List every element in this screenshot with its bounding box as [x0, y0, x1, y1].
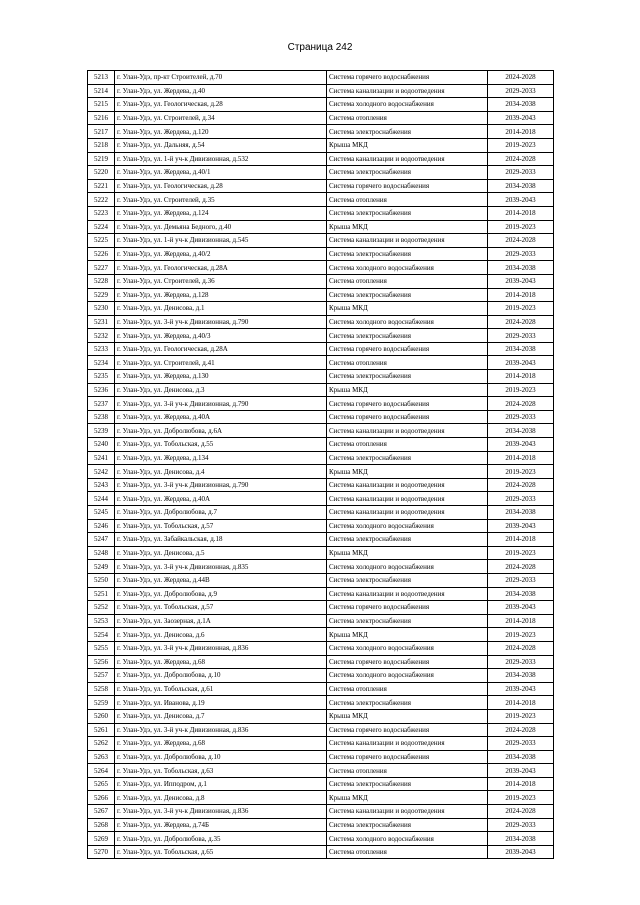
row-period: 2014-2018 [488, 206, 554, 220]
table-row [88, 193, 554, 207]
row-period: 2029-2033 [488, 329, 554, 343]
row-address: г. Улан-Удэ, ул. Тобольская, д.61 [115, 682, 327, 696]
row-period: 2034-2038 [488, 98, 554, 112]
row-system: Система электроснабжения [327, 451, 488, 465]
table-row [88, 601, 554, 615]
row-period: 2014-2018 [488, 533, 554, 547]
row-number: 5260 [88, 709, 115, 723]
row-period: 2034-2038 [488, 506, 554, 520]
row-address: г. Улан-Удэ, ул. Геологическая, д.28 [115, 98, 327, 112]
row-period: 2014-2018 [488, 614, 554, 628]
table-row [88, 709, 554, 723]
row-period: 2039-2043 [488, 438, 554, 452]
row-address: г. Улан-Удэ, ул. Жердева, д.68 [115, 737, 327, 751]
row-period: 2014-2018 [488, 370, 554, 384]
row-system: Система горячего водоснабжения [327, 410, 488, 424]
row-number: 5257 [88, 669, 115, 683]
row-period: 2014-2018 [488, 451, 554, 465]
row-number: 5256 [88, 655, 115, 669]
row-number: 5220 [88, 166, 115, 180]
row-system: Система электроснабжения [327, 288, 488, 302]
table-row [88, 805, 554, 819]
row-system: Система горячего водоснабжения [327, 342, 488, 356]
table-row [88, 84, 554, 98]
row-number: 5237 [88, 397, 115, 411]
table-row [88, 451, 554, 465]
row-number: 5219 [88, 152, 115, 166]
row-system: Система отопления [327, 845, 488, 859]
table-row [88, 546, 554, 560]
row-system: Система канализации и водоотведения [327, 805, 488, 819]
row-address: г. Улан-Удэ, ул. 3-й уч-к Дивизионная, д.836 [115, 723, 327, 737]
row-system: Система электроснабжения [327, 573, 488, 587]
row-address: г. Улан-Удэ, ул. Тобольская, д.63 [115, 764, 327, 778]
row-address: г. Улан-Удэ, ул. Жердева, д.44В [115, 573, 327, 587]
table-row [88, 288, 554, 302]
row-system: Система холодного водоснабжения [327, 315, 488, 329]
row-address: г. Улан-Удэ, ул. Денисова, д.8 [115, 791, 327, 805]
row-address: г. Улан-Удэ, ул. Добролюбова, д.10 [115, 669, 327, 683]
table-row [88, 832, 554, 846]
row-number: 5258 [88, 682, 115, 696]
row-period: 2014-2018 [488, 696, 554, 710]
row-system: Крыша МКД [327, 465, 488, 479]
row-number: 5249 [88, 560, 115, 574]
row-number: 5247 [88, 533, 115, 547]
row-period: 2019-2023 [488, 465, 554, 479]
row-period: 2024-2028 [488, 805, 554, 819]
row-address: г. Улан-Удэ, ул. Добролюбова, д.10 [115, 750, 327, 764]
row-system: Система горячего водоснабжения [327, 71, 488, 85]
table-row [88, 206, 554, 220]
table-row [88, 465, 554, 479]
row-period: 2039-2043 [488, 519, 554, 533]
row-number: 5261 [88, 723, 115, 737]
row-period: 2024-2028 [488, 478, 554, 492]
row-period: 2024-2028 [488, 560, 554, 574]
table-row [88, 179, 554, 193]
table-row [88, 478, 554, 492]
row-system: Система электроснабжения [327, 614, 488, 628]
row-number: 5215 [88, 98, 115, 112]
row-address: г. Улан-Удэ, ул. Ипподром, д.1 [115, 777, 327, 791]
row-period: 2029-2033 [488, 166, 554, 180]
row-period: 2019-2023 [488, 383, 554, 397]
row-system: Система канализации и водоотведения [327, 587, 488, 601]
table-row [88, 669, 554, 683]
table-row [88, 302, 554, 316]
row-number: 5229 [88, 288, 115, 302]
table-row [88, 71, 554, 85]
row-period: 2029-2033 [488, 737, 554, 751]
row-period: 2034-2038 [488, 832, 554, 846]
table-row [88, 111, 554, 125]
row-address: г. Улан-Удэ, ул. Геологическая, д.28 [115, 179, 327, 193]
row-number: 5251 [88, 587, 115, 601]
row-number: 5248 [88, 546, 115, 560]
row-system: Система канализации и водоотведения [327, 506, 488, 520]
row-system: Система холодного водоснабжения [327, 832, 488, 846]
row-period: 2039-2043 [488, 601, 554, 615]
row-system: Система холодного водоснабжения [327, 261, 488, 275]
row-address: г. Улан-Удэ, ул. 1-й уч-к Дивизионная, д.532 [115, 152, 327, 166]
table-row [88, 410, 554, 424]
row-number: 5268 [88, 818, 115, 832]
row-number: 5245 [88, 506, 115, 520]
row-period: 2024-2028 [488, 397, 554, 411]
row-number: 5238 [88, 410, 115, 424]
row-period: 2039-2043 [488, 845, 554, 859]
row-number: 5234 [88, 356, 115, 370]
row-period: 2019-2023 [488, 791, 554, 805]
row-period: 2024-2028 [488, 641, 554, 655]
row-number: 5240 [88, 438, 115, 452]
row-system: Система отопления [327, 356, 488, 370]
row-system: Система холодного водоснабжения [327, 669, 488, 683]
row-address: г. Улан-Удэ, ул. Жердева, д.74Б [115, 818, 327, 832]
row-system: Крыша МКД [327, 628, 488, 642]
row-period: 2019-2023 [488, 302, 554, 316]
row-number: 5218 [88, 138, 115, 152]
row-address: г. Улан-Удэ, ул. 3-й уч-к Дивизионная, д.790 [115, 478, 327, 492]
table-row [88, 383, 554, 397]
row-number: 5232 [88, 329, 115, 343]
row-system: Система канализации и водоотведения [327, 234, 488, 248]
table-row [88, 587, 554, 601]
row-number: 5243 [88, 478, 115, 492]
row-system: Система отопления [327, 438, 488, 452]
row-period: 2039-2043 [488, 193, 554, 207]
row-address: г. Улан-Удэ, ул. Денисова, д.4 [115, 465, 327, 479]
table-row [88, 424, 554, 438]
row-address: г. Улан-Удэ, ул. Тобольская, д.55 [115, 438, 327, 452]
row-number: 5230 [88, 302, 115, 316]
row-number: 5266 [88, 791, 115, 805]
row-number: 5225 [88, 234, 115, 248]
row-address: г. Улан-Удэ, ул. Иванова, д.19 [115, 696, 327, 710]
row-number: 5264 [88, 764, 115, 778]
row-address: г. Улан-Удэ, ул. Жердева, д.120 [115, 125, 327, 139]
row-period: 2029-2033 [488, 247, 554, 261]
row-period: 2039-2043 [488, 682, 554, 696]
row-system: Система отопления [327, 193, 488, 207]
table-row [88, 220, 554, 234]
row-number: 5244 [88, 492, 115, 506]
row-system: Система холодного водоснабжения [327, 641, 488, 655]
row-address: г. Улан-Удэ, ул. Добролюбова, д.7 [115, 506, 327, 520]
row-system: Система электроснабжения [327, 370, 488, 384]
row-system: Система отопления [327, 274, 488, 288]
table-row [88, 329, 554, 343]
table-row [88, 750, 554, 764]
table-row [88, 641, 554, 655]
row-number: 5214 [88, 84, 115, 98]
table-row [88, 682, 554, 696]
row-address: г. Улан-Удэ, ул. Жердева, д.124 [115, 206, 327, 220]
row-system: Крыша МКД [327, 709, 488, 723]
row-system: Система горячего водоснабжения [327, 397, 488, 411]
table-row [88, 315, 554, 329]
row-period: 2024-2028 [488, 723, 554, 737]
table-row [88, 166, 554, 180]
row-number: 5231 [88, 315, 115, 329]
row-address: г. Улан-Удэ, ул. Заозерная, д.1А [115, 614, 327, 628]
row-system: Система горячего водоснабжения [327, 179, 488, 193]
row-period: 2019-2023 [488, 220, 554, 234]
row-system: Система электроснабжения [327, 818, 488, 832]
row-number: 5259 [88, 696, 115, 710]
table-row [88, 98, 554, 112]
row-number: 5227 [88, 261, 115, 275]
row-number: 5221 [88, 179, 115, 193]
row-system: Крыша МКД [327, 791, 488, 805]
row-system: Система канализации и водоотведения [327, 84, 488, 98]
table-row [88, 138, 554, 152]
row-system: Система холодного водоснабжения [327, 98, 488, 112]
row-system: Система канализации и водоотведения [327, 478, 488, 492]
row-period: 2039-2043 [488, 111, 554, 125]
row-address: г. Улан-Удэ, ул. Строителей, д.35 [115, 193, 327, 207]
row-number: 5213 [88, 71, 115, 85]
row-address: г. Улан-Удэ, ул. Жердева, д.40/3 [115, 329, 327, 343]
row-address: г. Улан-Удэ, ул. Строителей, д.34 [115, 111, 327, 125]
row-system: Крыша МКД [327, 138, 488, 152]
row-system: Система горячего водоснабжения [327, 601, 488, 615]
row-number: 5239 [88, 424, 115, 438]
row-system: Крыша МКД [327, 220, 488, 234]
table-row [88, 845, 554, 859]
row-period: 2014-2018 [488, 125, 554, 139]
table-body [88, 71, 554, 859]
row-address: г. Улан-Удэ, ул. Дальняя, д.54 [115, 138, 327, 152]
table-row [88, 397, 554, 411]
row-period: 2014-2018 [488, 777, 554, 791]
row-period: 2019-2023 [488, 709, 554, 723]
row-number: 5235 [88, 370, 115, 384]
row-number: 5254 [88, 628, 115, 642]
row-period: 2034-2038 [488, 750, 554, 764]
row-address: г. Улан-Удэ, ул. 1-й уч-к Дивизионная, д.545 [115, 234, 327, 248]
row-number: 5222 [88, 193, 115, 207]
row-address: г. Улан-Удэ, ул. Денисова, д.5 [115, 546, 327, 560]
row-period: 2034-2038 [488, 342, 554, 356]
row-number: 5267 [88, 805, 115, 819]
row-address: г. Улан-Удэ, ул. Жердева, д.128 [115, 288, 327, 302]
row-period: 2029-2033 [488, 410, 554, 424]
row-system: Система горячего водоснабжения [327, 723, 488, 737]
row-address: г. Улан-Удэ, ул. Денисова, д.7 [115, 709, 327, 723]
row-system: Система электроснабжения [327, 696, 488, 710]
table-row [88, 533, 554, 547]
row-address: г. Улан-Удэ, ул. Строителей, д.41 [115, 356, 327, 370]
row-period: 2019-2023 [488, 628, 554, 642]
row-number: 5265 [88, 777, 115, 791]
row-number: 5255 [88, 641, 115, 655]
row-period: 2024-2028 [488, 315, 554, 329]
row-period: 2029-2033 [488, 492, 554, 506]
table-row [88, 791, 554, 805]
row-system: Крыша МКД [327, 383, 488, 397]
row-period: 2024-2028 [488, 234, 554, 248]
row-system: Система электроснабжения [327, 777, 488, 791]
row-period: 2024-2028 [488, 71, 554, 85]
row-period: 2034-2038 [488, 669, 554, 683]
table-row [88, 274, 554, 288]
row-system: Система канализации и водоотведения [327, 424, 488, 438]
row-system: Система отопления [327, 682, 488, 696]
table-row [88, 125, 554, 139]
row-system: Система канализации и водоотведения [327, 492, 488, 506]
row-number: 5262 [88, 737, 115, 751]
row-system: Система электроснабжения [327, 329, 488, 343]
table-row [88, 777, 554, 791]
row-number: 5241 [88, 451, 115, 465]
row-system: Система холодного водоснабжения [327, 560, 488, 574]
table-row [88, 261, 554, 275]
row-period: 2039-2043 [488, 764, 554, 778]
row-number: 5233 [88, 342, 115, 356]
row-period: 2029-2033 [488, 655, 554, 669]
row-number: 5223 [88, 206, 115, 220]
table-row [88, 492, 554, 506]
row-address: г. Улан-Удэ, ул. Денисова, д.6 [115, 628, 327, 642]
row-address: г. Улан-Удэ, ул. Тобольская, д.65 [115, 845, 327, 859]
row-address: г. Улан-Удэ, ул. Добролюбова, д.6А [115, 424, 327, 438]
row-period: 2019-2023 [488, 546, 554, 560]
row-period: 2014-2018 [488, 288, 554, 302]
row-address: г. Улан-Удэ, ул. Геологическая, д.28А [115, 342, 327, 356]
table-row [88, 370, 554, 384]
row-period: 2024-2028 [488, 152, 554, 166]
table-row [88, 506, 554, 520]
row-number: 5269 [88, 832, 115, 846]
row-address: г. Улан-Удэ, ул. Забайкальская, д.18 [115, 533, 327, 547]
row-system: Система канализации и водоотведения [327, 152, 488, 166]
row-address: г. Улан-Удэ, ул. Добролюбова, д.35 [115, 832, 327, 846]
row-address: г. Улан-Удэ, ул. Жердева, д.130 [115, 370, 327, 384]
table-row [88, 247, 554, 261]
row-number: 5246 [88, 519, 115, 533]
row-address: г. Улан-Удэ, ул. Жердева, д.40/2 [115, 247, 327, 261]
page-title: Страница 242 [287, 42, 353, 53]
row-number: 5250 [88, 573, 115, 587]
row-number: 5270 [88, 845, 115, 859]
row-address: г. Улан-Удэ, ул. Демьяна Бедного, д.40 [115, 220, 327, 234]
table-row [88, 764, 554, 778]
row-address: г. Улан-Удэ, пр-кт Строителей, д.70 [115, 71, 327, 85]
row-system: Система отопления [327, 764, 488, 778]
table-row [88, 614, 554, 628]
row-number: 5216 [88, 111, 115, 125]
table-row [88, 342, 554, 356]
row-address: г. Улан-Удэ, ул. Денисова, д.1 [115, 302, 327, 316]
row-period: 2034-2038 [488, 587, 554, 601]
table-row [88, 356, 554, 370]
row-period: 2029-2033 [488, 573, 554, 587]
row-address: г. Улан-Удэ, ул. Жердева, д.40А [115, 492, 327, 506]
row-period: 2029-2033 [488, 818, 554, 832]
row-system: Система электроснабжения [327, 206, 488, 220]
table-row [88, 438, 554, 452]
table-row [88, 152, 554, 166]
table-row [88, 234, 554, 248]
row-system: Система горячего водоснабжения [327, 750, 488, 764]
table-row [88, 628, 554, 642]
table-row [88, 818, 554, 832]
row-period: 2029-2033 [488, 84, 554, 98]
row-address: г. Улан-Удэ, ул. Жердева, д.40 [115, 84, 327, 98]
row-period: 2019-2023 [488, 138, 554, 152]
row-system: Система электроснабжения [327, 533, 488, 547]
row-system: Система канализации и водоотведения [327, 737, 488, 751]
row-address: г. Улан-Удэ, ул. Жердева, д.40А [115, 410, 327, 424]
row-number: 5217 [88, 125, 115, 139]
table-row [88, 723, 554, 737]
row-address: г. Улан-Удэ, ул. Тобольская, д.57 [115, 601, 327, 615]
row-period: 2034-2038 [488, 179, 554, 193]
data-table [87, 70, 554, 859]
row-period: 2039-2043 [488, 356, 554, 370]
row-number: 5224 [88, 220, 115, 234]
row-period: 2034-2038 [488, 261, 554, 275]
row-number: 5253 [88, 614, 115, 628]
row-number: 5236 [88, 383, 115, 397]
row-system: Система электроснабжения [327, 125, 488, 139]
table-row [88, 737, 554, 751]
row-address: г. Улан-Удэ, ул. Тобольская, д.57 [115, 519, 327, 533]
table-row [88, 560, 554, 574]
row-number: 5252 [88, 601, 115, 615]
row-address: г. Улан-Удэ, ул. Геологическая, д.28А [115, 261, 327, 275]
row-number: 5228 [88, 274, 115, 288]
table-row [88, 573, 554, 587]
row-system: Система холодного водоснабжения [327, 519, 488, 533]
table-row [88, 519, 554, 533]
row-number: 5263 [88, 750, 115, 764]
table-row [88, 696, 554, 710]
row-system: Система отопления [327, 111, 488, 125]
table-row [88, 655, 554, 669]
row-address: г. Улан-Удэ, ул. Жердева, д.134 [115, 451, 327, 465]
row-system: Крыша МКД [327, 302, 488, 316]
row-system: Система электроснабжения [327, 166, 488, 180]
row-address: г. Улан-Удэ, ул. 3-й уч-к Дивизионная, д.836 [115, 641, 327, 655]
row-number: 5242 [88, 465, 115, 479]
row-address: г. Улан-Удэ, ул. 3-й уч-к Дивизионная, д.836 [115, 805, 327, 819]
row-number: 5226 [88, 247, 115, 261]
row-period: 2039-2043 [488, 274, 554, 288]
row-address: г. Улан-Удэ, ул. Денисова, д.3 [115, 383, 327, 397]
row-address: г. Улан-Удэ, ул. 3-й уч-к Дивизионная, д.835 [115, 560, 327, 574]
row-system: Крыша МКД [327, 546, 488, 560]
row-system: Система электроснабжения [327, 247, 488, 261]
row-address: г. Улан-Удэ, ул. Добролюбова, д.9 [115, 587, 327, 601]
row-system: Система горячего водоснабжения [327, 655, 488, 669]
row-address: г. Улан-Удэ, ул. 3-й уч-к Дивизионная, д.790 [115, 315, 327, 329]
row-address: г. Улан-Удэ, ул. Жердева, д.40/1 [115, 166, 327, 180]
row-period: 2034-2038 [488, 424, 554, 438]
row-address: г. Улан-Удэ, ул. Строителей, д.36 [115, 274, 327, 288]
row-address: г. Улан-Удэ, ул. 3-й уч-к Дивизионная, д.790 [115, 397, 327, 411]
row-address: г. Улан-Удэ, ул. Жердева, д.68 [115, 655, 327, 669]
